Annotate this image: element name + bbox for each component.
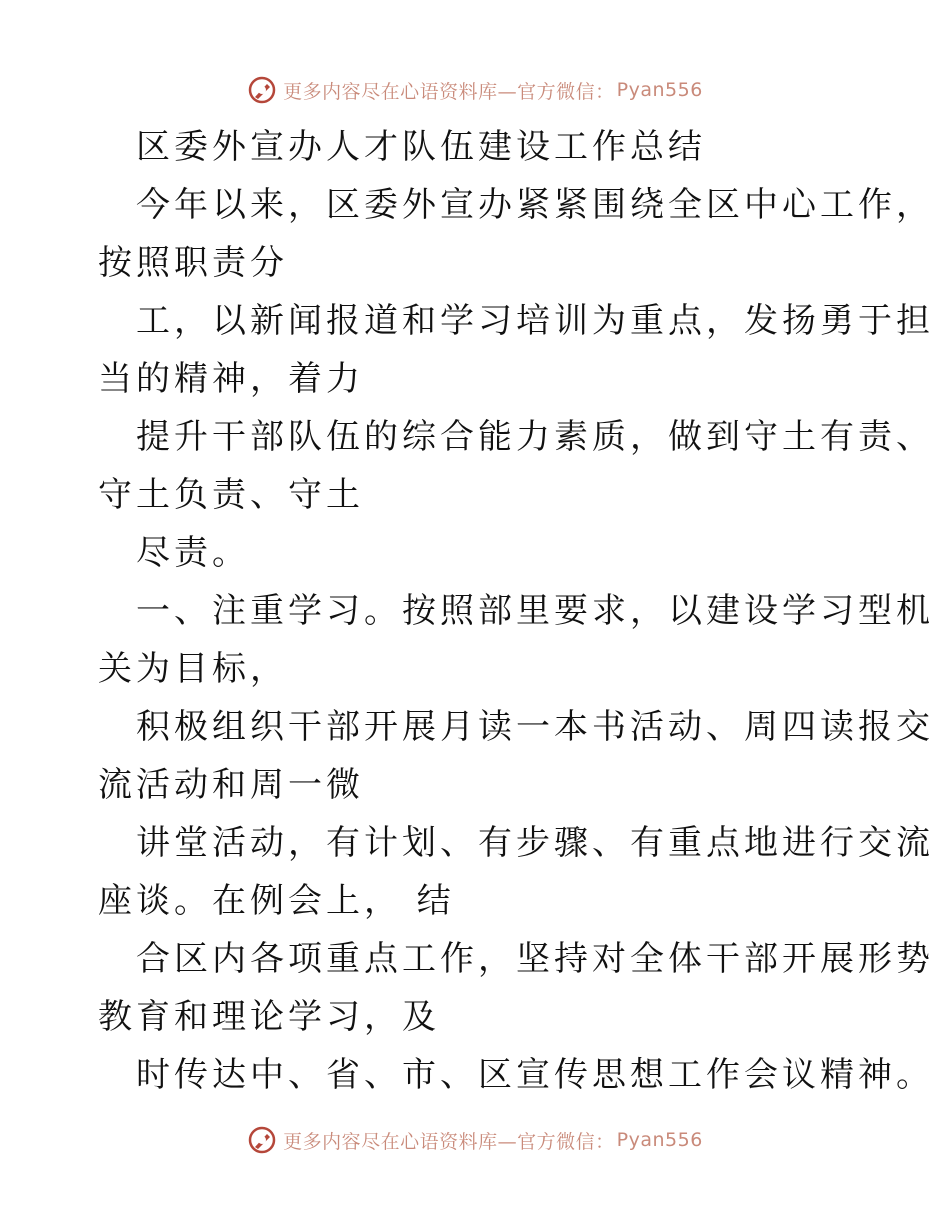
- paragraph-line: 关为目标，: [98, 649, 288, 689]
- paragraph-line: 时传达中、省、市、区宣传思想工作会议精神。: [136, 1055, 934, 1095]
- watermark-wechat-id: Pyan556: [616, 1129, 703, 1151]
- paragraph-line: 座谈。在例会上， 结: [98, 881, 455, 921]
- paragraph-line: 提升干部队伍的综合能力素质，做到守土有责、: [136, 417, 934, 457]
- watermark-text: 更多内容尽在心语资料库—官方微信：: [283, 1130, 615, 1153]
- watermark-text: 更多内容尽在心语资料库—官方微信：: [283, 80, 615, 103]
- paragraph-line: 讲堂活动，有计划、有步骤、有重点地进行交流: [136, 823, 934, 863]
- footer-watermark: [0, 1120, 950, 1160]
- document-title: 区委外宣办人才队伍建设工作总结: [136, 127, 706, 167]
- watermark-wechat-id: Pyan556: [616, 79, 703, 101]
- paragraph-line: 今年以来，区委外宣办紧紧围绕全区中心工作，: [136, 185, 934, 225]
- pen-logo-icon: [247, 75, 277, 105]
- document-body: [98, 118, 934, 1104]
- paragraph-line: 守土负责、守土: [98, 475, 364, 515]
- paragraph-line: 工，以新闻报道和学习培训为重点，发扬勇于担: [136, 301, 934, 341]
- paragraph-line: 教育和理论学习，及: [98, 997, 440, 1037]
- paragraph-line: 合区内各项重点工作，坚持对全体干部开展形势: [136, 939, 934, 979]
- paragraph-line: 按照职责分: [98, 243, 288, 283]
- paragraph-line: 流活动和周一微: [98, 765, 364, 805]
- header-watermark: [0, 70, 950, 110]
- paragraph-line: 尽责。: [136, 533, 250, 573]
- paragraph-line: 一、注重学习。按照部里要求，以建设学习型机: [136, 591, 934, 631]
- paragraph-line: 积极组织干部开展月读一本书活动、周四读报交: [136, 707, 934, 747]
- pen-logo-icon: [247, 1125, 277, 1155]
- paragraph-line: 当的精神，着力: [98, 359, 364, 399]
